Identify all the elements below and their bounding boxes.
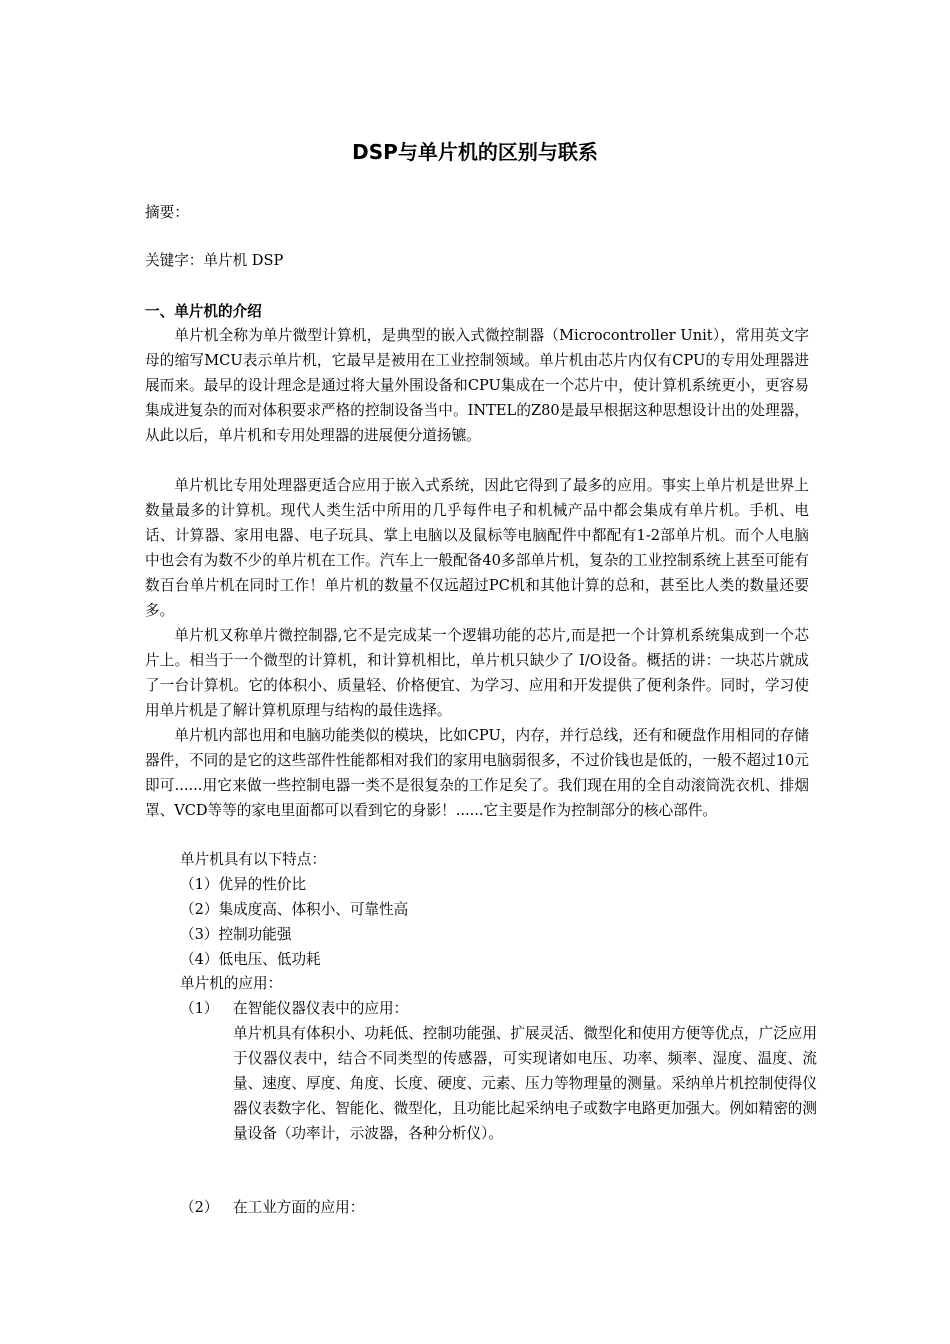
keywords-line: 关键字：单片机 DSP (145, 252, 284, 269)
application-number: （2） (180, 1199, 219, 1216)
document-title: DSP与单片机的区别与联系 (352, 140, 598, 164)
application-heading: 在智能仪器仪表中的应用： (233, 1000, 409, 1017)
abstract-label: 摘要： (145, 204, 189, 221)
feature-item: （4）低电压、低功耗 (180, 951, 321, 968)
application-number: （1） (180, 1000, 219, 1017)
applications-intro: 单片机的应用： (180, 975, 283, 992)
feature-item: （3）控制功能强 (180, 926, 292, 943)
paragraph-mcu-usage: 单片机比专用处理器更适合应用于嵌入式系统，因此它得到了最多的应用。事实上单片机是世界上数量最多的计算机。现代人类生活中所用的几乎每件电子和机械产品中都会集成有单片机。手机、电话、计算器、家用电器、电子玩具、掌上电脑以及鼠标等电脑配件中都配有1-2部单片机。而个人电脑中也会有为数不少的单片机在工作。汽车上一般配备40多部单片机，复杂的工业控制系统上甚至可能有数百台单片机在同时工作！单片机的数量不仅远超过PC机和其他计算的总和，甚至比人类的数量还要多。 (145, 477, 809, 619)
section-heading-mcu-intro: 一、单片机的介绍 (145, 303, 262, 320)
features-intro: 单片机具有以下特点： (180, 851, 326, 868)
paragraph-mcu-definition: 单片机全称为单片微型计算机，是典型的嵌入式微控制器（Microcontroller Unit），常用英文字母的缩写MCU表示单片机，它最早是被用在工业控制领域。单片机由芯片内仅有CPU的专用处理器进展而来。最早的设计理念是通过将大量外围设备和CPU集成在一个芯片中，使计算机系统更小，更容易集成进复杂的而对体积要求严格的控制设备当中。INTEL的Z80是最早根据这种思想设计出的处理器，从此以后，单片机和专用处理器的进展便分道扬镳。 (145, 327, 809, 444)
feature-item: （2）集成度高、体积小、可靠性高 (180, 901, 409, 918)
feature-item: （1）优异的性价比 (180, 876, 307, 893)
application-heading: 在工业方面的应用： (233, 1199, 365, 1216)
paragraph-mcu-concept: 单片机又称单片微控制器,它不是完成某一个逻辑功能的芯片,而是把一个计算机系统集成到一个芯片上。相当于一个微型的计算机，和计算机相比，单片机只缺少了 I/O设备。概括的讲：一块芯片就成了一台计算机。它的体积小、质量轻、价格便宜、为学习、应用和开发提供了便利条件。同时，学习使用单片机是了解计算机原理与结构的最佳选择。 (145, 627, 809, 719)
application-description: 单片机具有体积小、功耗低、控制功能强、扩展灵活、微型化和使用方便等优点，广泛应用于仪器仪表中，结合不同类型的传感器，可实现诸如电压、功率、频率、湿度、温度、流量、速度、厚度、角度、长度、硬度、元素、压力等物理量的测量。采纳单片机控制使得仪器仪表数字化、智能化、微型化，且功能比起采纳电子或数字电路更加强大。例如精密的测量设备（功率计，示波器，各种分析仪）。 (233, 1025, 817, 1142)
paragraph-mcu-internals: 单片机内部也用和电脑功能类似的模块，比如CPU，内存，并行总线，还有和硬盘作用相同的存储器件，不同的是它的这些部件性能都相对我们的家用电脑弱很多，不过价钱也是低的，一般不超过10元即可......用它来做一些控制电器一类不是很复杂的工作足矣了。我们现在用的全自动滚筒洗衣机、排烟罩、VCD等等的家电里面都可以看到它的身影！......它主要是作为控制部分的核心部件。 (145, 727, 809, 819)
